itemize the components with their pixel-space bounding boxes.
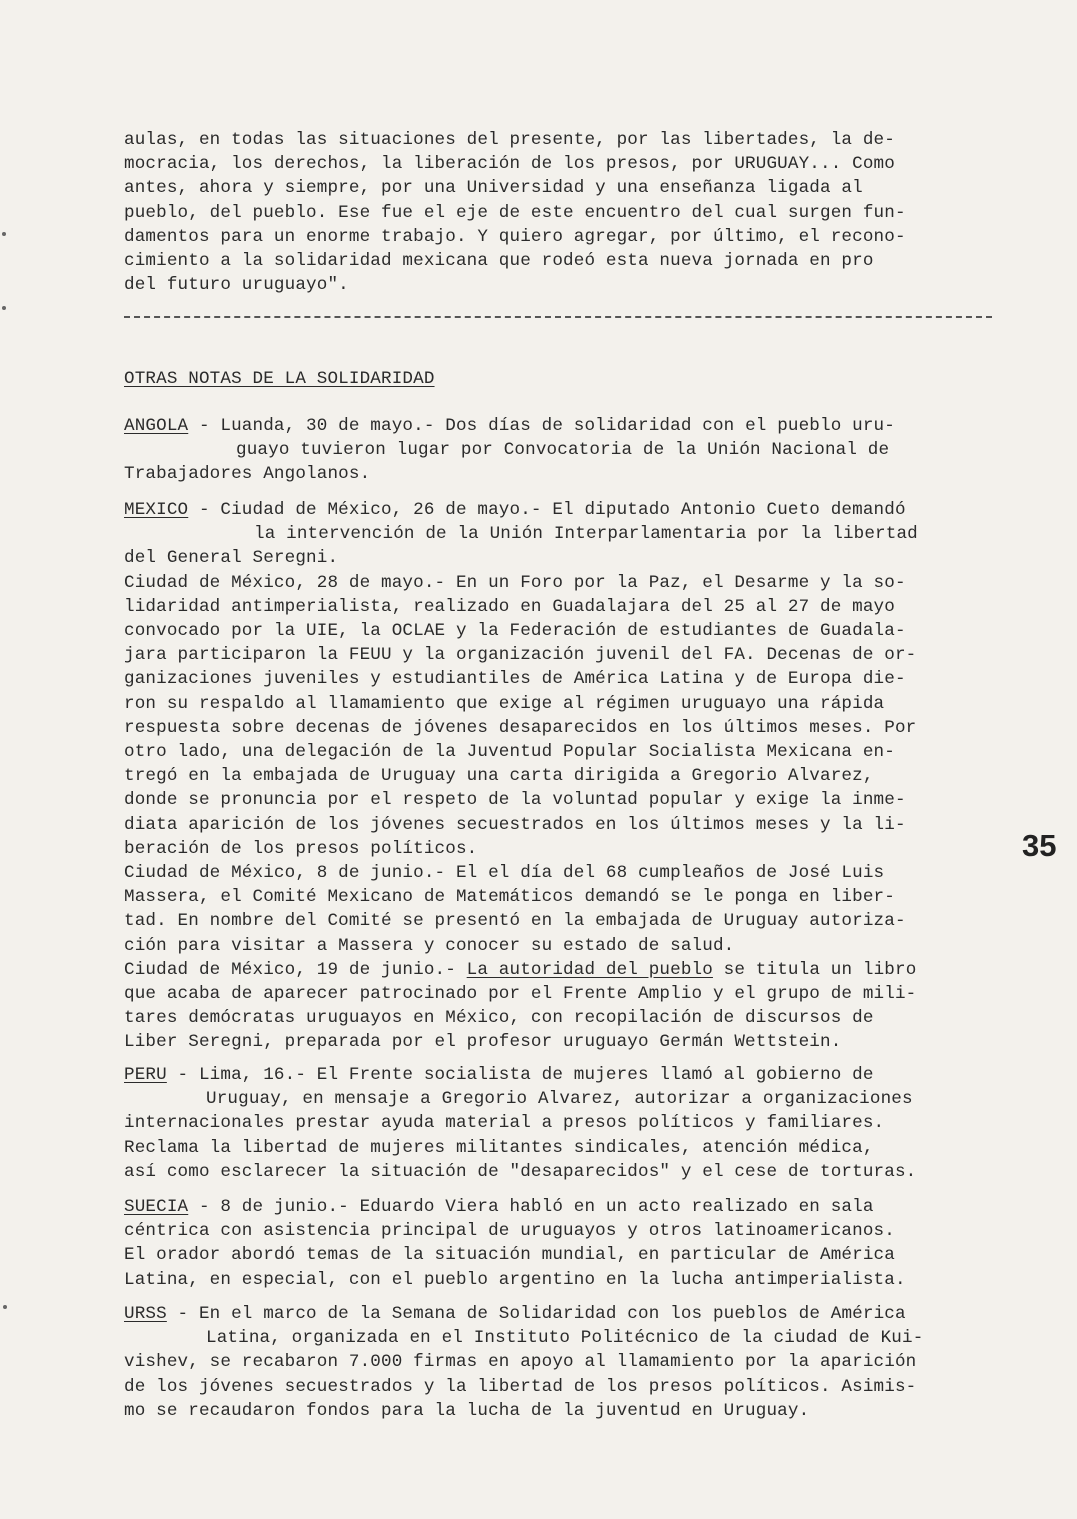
text-line: Ciudad de México, 28 de mayo.- En un Foro por la Paz, el Desarme y la so-	[124, 572, 906, 593]
urss-entry	[124, 1302, 1014, 1423]
text-line: tregó en la embajada de Uruguay una carta dirigida a Gregorio Alvarez,	[124, 766, 874, 787]
scan-speck	[3, 1305, 7, 1309]
text-segment: - Lima, 16.- El Frente socialista de mujeres llamó al gobierno de	[166, 1065, 874, 1085]
intro-paragraph	[124, 128, 1014, 297]
mexico-entry	[124, 498, 1014, 1055]
text-line: tad. En nombre del Comité se presentó en la embajada de Uruguay autoriza-	[124, 911, 906, 932]
text-line: convocado por la UIE, la OCLAE y la Federación de estudiantes de Guadala-	[124, 621, 906, 642]
text-line: así como esclarecer la situación de "desaparecidos" y el cese de torturas.	[124, 1161, 917, 1182]
text-segment: - En el marco de la Semana de Solidaridad con los pueblos de América	[166, 1304, 906, 1324]
country-heading-mexico: MEXICO	[124, 500, 189, 520]
text-line: diata aparición de los jóvenes secuestrados en los últimos meses y la li-	[124, 814, 906, 835]
dashed-divider	[124, 316, 992, 318]
country-heading-suecia: SUECIA	[124, 1197, 189, 1217]
text-line: guayo tuvieron lugar por Convocatoria de la Unión Nacional de	[236, 440, 890, 461]
text-line: tares demócratas uruguayos en México, con recopilación de discursos de	[124, 1008, 874, 1029]
text-line: internacionales prestar ayuda material a presos políticos y familiares.	[124, 1113, 885, 1134]
text-line: cimiento a la solidaridad mexicana que rodeó esta nueva jornada en pro	[124, 251, 874, 272]
book-title: La autoridad del pueblo	[466, 959, 713, 980]
text-segment: se titula un libro	[712, 959, 917, 980]
text-line: El orador abordó temas de la situación mundial, en particular de América	[124, 1245, 895, 1266]
text-line: vishev, se recabaron 7.000 firmas en apoyo al llamamiento por la aparición	[124, 1352, 917, 1373]
text-line: pueblo, del pueblo. Ese fue el eje de este encuentro del cual surgen fun-	[124, 202, 906, 223]
text-line: antes, ahora y siempre, por una Universidad y una enseñanza ligada al	[124, 178, 863, 199]
text-line: del General Seregni.	[124, 548, 339, 569]
text-line: jara participaron la FEUU y la organización juvenil del FA. Decenas de or-	[124, 645, 917, 666]
text-line: mo se recaudaron fondos para la lucha de la juventud en Uruguay.	[124, 1400, 810, 1421]
text-line: Latina, en especial, con el pueblo argentino en la lucha antimperialista.	[124, 1269, 906, 1290]
text-line: donde se pronuncia por el respeto de la voluntad popular y exige la inme-	[124, 790, 906, 811]
text-line: respuesta sobre decenas de jóvenes desaparecidos en los últimos meses. Por	[124, 717, 917, 738]
text-line: aulas, en todas las situaciones del presente, por las libertades, la de-	[124, 130, 895, 150]
text-line: Liber Seregni, preparada por el profesor uruguayo Germán Wettstein.	[124, 1032, 842, 1053]
section-title-block	[124, 367, 1014, 391]
section-title: OTRAS NOTAS DE LA SOLIDARIDAD	[124, 369, 435, 389]
text-line: del futuro uruguayo".	[124, 275, 349, 296]
text-line: Uruguay, en mensaje a Gregorio Alvarez, autorizar a organizaciones	[206, 1089, 913, 1110]
country-heading-urss: URSS	[124, 1304, 167, 1324]
text-line: Reclama la libertad de mujeres militantes sindicales, atención médica,	[124, 1137, 874, 1158]
text-line: mocracia, los derechos, la liberación de los presos, por URUGUAY... Como	[124, 154, 895, 175]
text-line: que acaba de aparecer patrocinado por el Frente Amplio y el grupo de mili-	[124, 984, 917, 1005]
scan-speck	[2, 232, 6, 236]
text-line: ron su respaldo al llamamiento que exige al régimen uruguayo una rápida	[124, 693, 885, 714]
country-heading-peru: PERU	[124, 1065, 167, 1085]
text-line: beración de los presos políticos.	[124, 838, 478, 859]
suecia-entry	[124, 1195, 1014, 1292]
text-segment: - Luanda, 30 de mayo.- Dos días de solidaridad con el pueblo uru-	[188, 416, 895, 436]
text-line: Massera, el Comité Mexicano de Matemáticos demandó se le ponga en liber-	[124, 887, 895, 908]
text-line: otro lado, una delegación de la Juventud Popular Socialista Mexicana en-	[124, 742, 895, 763]
text-line: la intervención de la Unión Interparlamentaria por la libertad	[254, 524, 918, 545]
text-segment: Ciudad de México, 19 de junio.-	[124, 959, 467, 980]
page-number: 35	[1022, 828, 1057, 863]
country-heading-angola: ANGOLA	[124, 416, 189, 436]
text-line: de los jóvenes secuestrados y la libertad de los presos políticos. Asimis-	[124, 1376, 917, 1397]
text-line: ción para visitar a Massera y conocer su estado de salud.	[124, 935, 735, 956]
text-line: lidaridad antimperialista, realizado en Guadalajara del 25 al 27 de mayo	[124, 596, 895, 617]
text-line: Ciudad de México, 8 de junio.- El el día del 68 cumpleaños de José Luis	[124, 863, 885, 884]
text-segment: - Ciudad de México, 26 de mayo.- El diputado Antonio Cueto demandó	[188, 500, 906, 520]
text-line: ganizaciones juveniles y estudiantiles de América Latina y de Europa die-	[124, 669, 906, 690]
text-line: céntrica con asistencia principal de uruguayos y otros latinoamericanos.	[124, 1221, 895, 1242]
text-segment: - 8 de junio.- Eduardo Viera habló en un acto realizado en sala	[188, 1197, 874, 1217]
peru-entry	[124, 1063, 1014, 1184]
angola-entry	[124, 414, 1014, 487]
text-line: Trabajadores Angolanos.	[124, 464, 371, 485]
scan-speck	[2, 306, 6, 310]
text-line: Latina, organizada en el Instituto Politécnico de la ciudad de Kui-	[206, 1328, 924, 1349]
text-line: damentos para un enorme trabajo. Y quiero agregar, por último, el recono-	[124, 226, 906, 247]
